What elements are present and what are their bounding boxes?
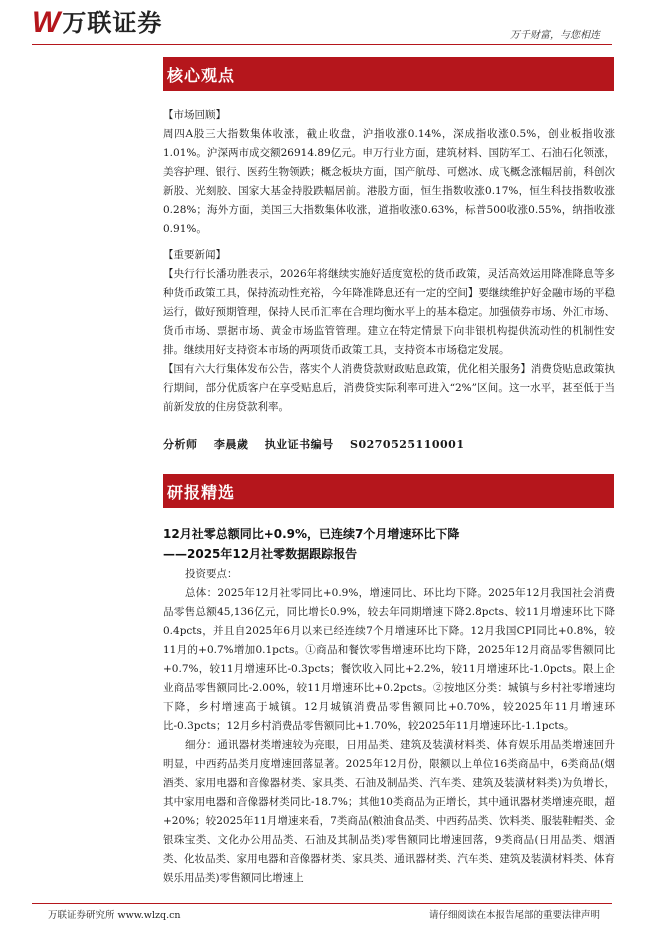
section-bar-core (163, 57, 614, 91)
article-title-line2: ——2025年12月社零数据跟踪报告 (163, 547, 358, 561)
points-label: 投资要点： (185, 568, 238, 580)
section-title-core: 核心观点 (167, 66, 236, 85)
overall-paragraph: 总体：2025年12月社零同比+0.9%，增速同比、环比均下降。2025年12月我国社会消费品零售总额45,136亿元，同比增长0.9%，较去年同期增速下降2.8pcts、较11月增速环比下降0.4pcts，并且自2025年6月以来已经连续7个月增速环比下降。12月我国CPI同比+0.8%，较11月的+0.7%增加0.1pcts。①商品和餐饮零售增速环比均下降，2025年12月商品零售额同比+0.7%，较11月增速环比-0.3pcts；餐饮收入同比+2.2%，较11月增速环比-1.0pcts。限上企业商品零售额同比-2.00%，较11月增速环比+0.2pcts。②按地区分类：城镇与乡村社零增速均下降，乡村增速高于城镇。12月城镇消费品零售额同比+0.70%，较2025年11月增速环比-0.3pcts；12月乡村消费品零售额同比+1.70%，较2025年11月增速环比-1.1pcts。 (163, 587, 615, 732)
detail-paragraph: 细分：通讯器材类增速较为亮眼，日用品类、建筑及装潢材料类、体育娱乐用品类增速回升明显，中西药品类月度增速回落显著。2025年12月份，限额以上单位16类商品中，6类商品(烟酒类、家用电器和音像器材类、家具类、石油及制品类、汽车类、建筑及装潢材料类)为负增长，其中家用电器和音像器材类同比-18.7%；其他10类商品为正增长，其中通讯器材类增速亮眼，超+20%；较2025年11月增速来看，7类商品(粮油食品类、中西药品类、饮料类、服装鞋帽类、金银珠宝类、文化办公用品类、石油及其制品类)零售额同比增速回落，9类商品(日用品类、烟酒类、化妆品类、家用电器和音像器材类、家具类、通讯器材类、汽车类、建筑及装潢材料类、体育娱乐用品类)零售额同比增速上 (163, 739, 615, 884)
slogan: 万千财富，与您相连 (510, 30, 600, 41)
analyst-info (163, 436, 476, 452)
header-divider (32, 44, 612, 45)
logo-text: 万联证券 (62, 9, 163, 37)
important-news-tag: 【重要新闻】 (163, 249, 226, 261)
cert-label: 执业证书编号 (264, 438, 334, 451)
company-logo (32, 8, 162, 38)
analyst-name: 李晨歲 (213, 438, 249, 451)
market-review-text: 周四A股三大指数集体收涨，截止收盘，沪指收涨0.14%，深成指收涨0.5%，创业板指收涨1.01%。沪深两市成交额26914.89亿元。申万行业方面，建筑材料、国防军工、石油石化领涨，美容护理、银行、医药生物领跌；概念板块方面，国产航母、可燃冰、成飞概念涨幅居前，科创次新股、光刻胶、国家大基金持股跌幅居前。港股方面，恒生指数收涨0.17%，恒生科技指数收涨0.28%；海外方面，美国三大指数集体收涨，道指收涨0.63%，标普500收涨0.55%，纳指收涨0.91%。 (163, 128, 615, 235)
news-item: 【国有六大行集体发布公告，落实个人消费贷款财政贴息政策，优化相关服务】消费贷贴息政策执行期间，部分优质客户在享受贴息后，消费贷实际利率可进入“2%”区间。这一水平，甚至低于当前新发放的住房贷款利率。 (163, 363, 615, 413)
section-bar-research (163, 474, 614, 508)
article-body (163, 565, 615, 888)
footer-divider (32, 903, 612, 904)
footer-disclaimer: 请仔细阅读在本报告尾部的重要法律声明 (428, 910, 600, 921)
analyst-role: 分析师 (163, 438, 198, 451)
news-item: 【央行行长潘功胜表示，2026年将继续实施好适度宽松的货币政策，灵活高效运用降准降息等多种货币政策工具，保持流动性充裕，今年降准降息还有一定的空间】要继续维护好金融市场的平稳运行，做好预期管理，保持人民币汇率在合理均衡水平上的基本稳定。加强债券市场、外汇市场、货币市场、票据市场、黄金市场监管管理。建立在特定情景下向非银机构提供流动性的机制性安排。继续用好支持资本市场的两项货币政策工具，支持资本市场稳定发展。 (163, 268, 615, 356)
market-review-block (163, 106, 615, 239)
section-title-research: 研报精选 (167, 483, 236, 502)
market-review-tag: 【市场回顾】 (163, 109, 226, 121)
page-header (0, 0, 662, 50)
cert-number: S0270525110001 (350, 438, 465, 451)
footer-source: 万联证券研究所 www.wlzq.cn (48, 910, 181, 921)
article-title (163, 524, 459, 564)
important-news-block (163, 246, 615, 417)
article-title-line1: 12月社零总额同比+0.9%，已连续7个月增速环比下降 (163, 527, 460, 541)
logo-mark: W (32, 6, 59, 39)
